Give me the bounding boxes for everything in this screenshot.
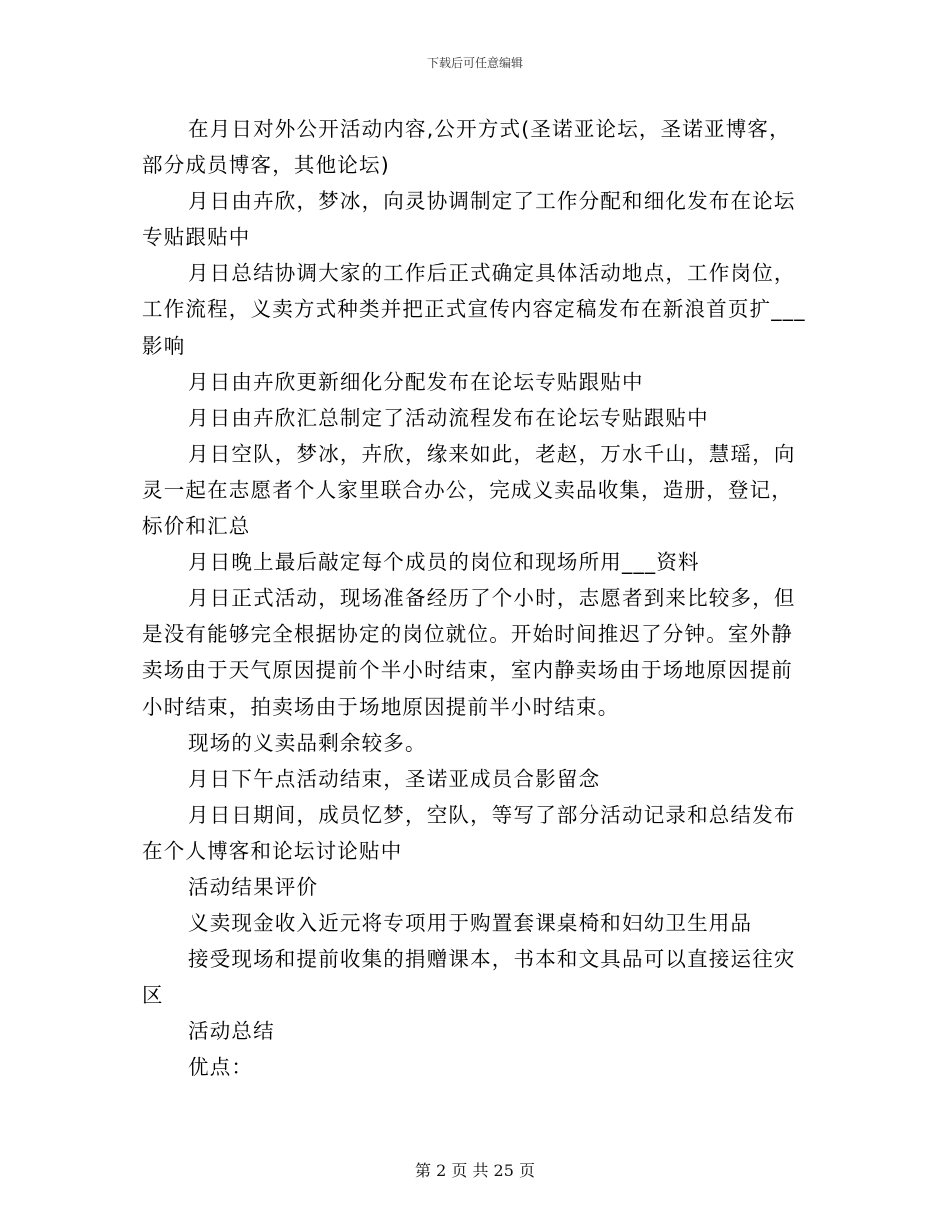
paragraph-leftover-items: 现场的义卖品剩余较多。 xyxy=(188,730,427,755)
paragraph-final-roles: 月日晚上最后敲定每个成员的岗位和现场所用___资料 xyxy=(188,550,700,575)
page-footer: 第 2 页 共 25 页 xyxy=(415,1161,535,1180)
paragraph-cash-income: 义卖现金收入近元将专项用于购置套课桌椅和妇幼卫生用品 xyxy=(188,911,753,936)
paragraph-donated-books: 接受现场和提前收集的捐赠课本，书本和文具品可以直接运往灾区 xyxy=(142,947,796,1008)
paragraph-event-day: 月日正式活动，现场准备经历了个小时，志愿者到来比较多，但是没有能够完全根据协定的岗位就位。开始时间推迟了分钟。室外静卖场由于天气原因提前个半小时结束，室内静卖场由于场地原因提前小时结束，拍卖场由于场地原因提前半小时结束。 xyxy=(142,586,796,719)
paragraph-joint-office: 月日空队，梦冰，卉欣，缘来如此，老赵，万水千山，慧瑶，向灵一起在志愿者个人家里联合办公，完成义卖品收集，造册，登记，标价和汇总 xyxy=(142,441,796,539)
paragraph-update-assignment: 月日由卉欣更新细化分配发布在论坛专贴跟贴中 xyxy=(188,369,644,394)
paragraph-records: 月日日期间，成员忆梦，空队，等写了部分活动记录和总结发布在个人博客和论坛讨论贴中 xyxy=(142,802,796,863)
heading-result-evaluation: 活动结果评价 xyxy=(188,874,319,899)
paragraph-finalize-plan: 月日总结协调大家的工作后正式确定具体活动地点，工作岗位，工作流程，义卖方式种类并把正式宣传内容定稿发布在新浪首页扩___影响 xyxy=(142,261,806,358)
paragraph-publicity: 在月日对外公开活动内容,公开方式(圣诺亚论坛，圣诺亚博客，部分成员博客，其他论坛) xyxy=(142,117,791,178)
page-header: 下载后可任意编辑 xyxy=(426,56,523,70)
document-body xyxy=(142,111,812,1086)
paragraph-activity-flow: 月日由卉欣汇总制定了活动流程发布在论坛专贴跟贴中 xyxy=(188,405,709,430)
heading-advantages: 优点： xyxy=(188,1055,254,1080)
heading-activity-summary: 活动总结 xyxy=(188,1019,275,1044)
paragraph-task-assignment: 月日由卉欣，梦冰，向灵协调制定了工作分配和细化发布在论坛专贴跟贴中 xyxy=(142,189,796,250)
paragraph-event-end: 月日下午点活动结束，圣诺亚成员合影留念 xyxy=(188,766,601,791)
